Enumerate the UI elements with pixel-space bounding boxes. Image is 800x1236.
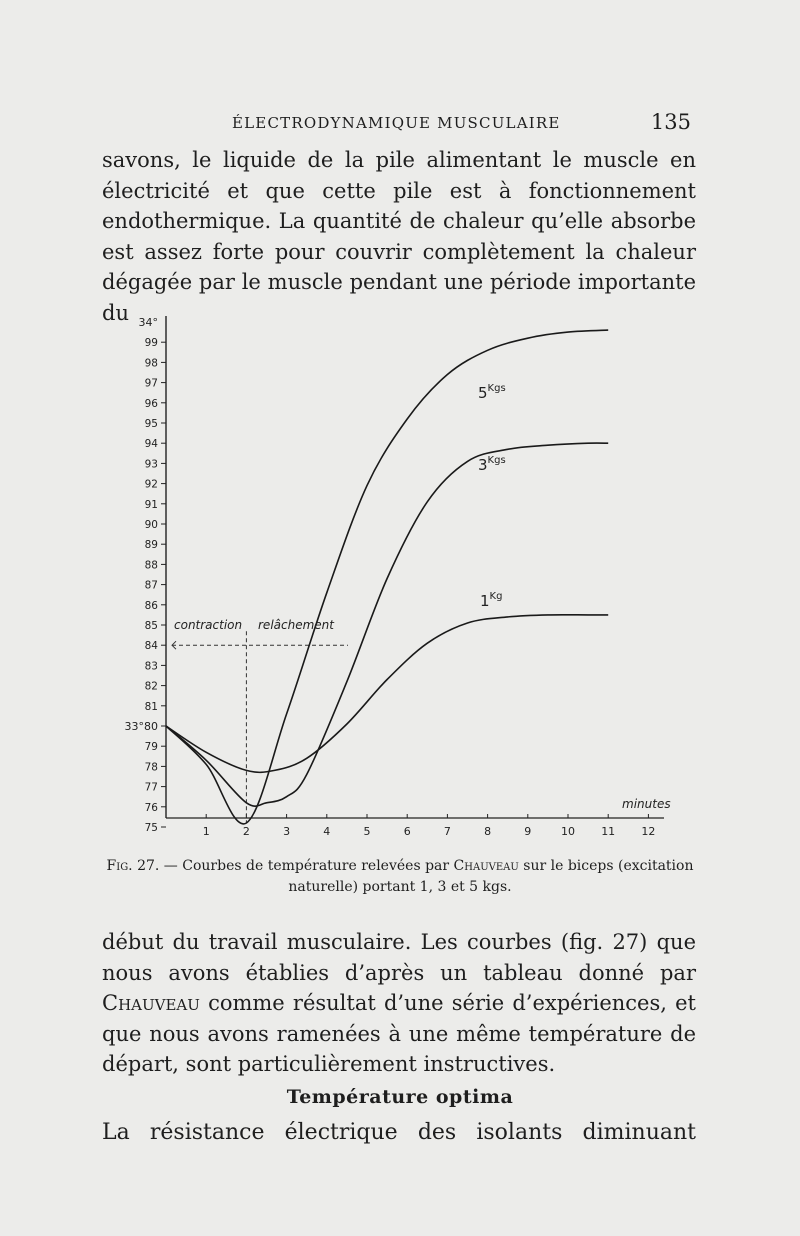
running-title: ÉLECTRODYNAMIQUE MUSCULAIRE [232, 114, 561, 132]
y-tick-label: 97 [144, 377, 158, 390]
y-tick-label: 89 [144, 539, 158, 552]
annotation-relachement: relâchement [258, 618, 334, 632]
y-tick-label: 91 [144, 498, 158, 511]
y-tick-label: 75 [144, 822, 158, 834]
x-tick-label: 1 [202, 825, 210, 838]
temperature-chart [100, 298, 680, 838]
x-tick-label: 2 [242, 825, 250, 838]
x-tick-label: 9 [524, 825, 532, 838]
running-head [100, 110, 695, 140]
y-tick-label: 81 [144, 700, 158, 713]
paragraph-bottom-part2: comme résultat d’une série d’expériences, et que nous avons ramenées à une même température de départ, sont particulièrement instructives. [102, 991, 696, 1076]
y-tick-label: 90 [144, 519, 158, 531]
last-line: La résistance électrique des isolants diminuant [102, 1120, 696, 1145]
y-tick-label: 88 [144, 559, 158, 572]
series-label-3kg: $3^{Kgs}$ [478, 455, 506, 474]
paragraph-top: savons, le liquide de la pile alimentant le muscle en électricité et que cette pile est à fonctionnement endothermique. La quantité de chaleur qu’elle absorbe est assez forte pour couvrir complètement la chaleur dégagée par le muscle pendant une période importante du [102, 148, 696, 325]
x-tick-label: 8 [484, 825, 492, 838]
x-tick-label: 4 [323, 825, 331, 838]
caption-text-before: — Courbes de température relevées par [159, 858, 454, 874]
guide-lines [172, 631, 348, 823]
figure-caption [100, 856, 700, 898]
y-tick-label: 76 [144, 801, 158, 814]
y-tick-label: 79 [144, 741, 158, 754]
paragraph-bottom-author: Chauveau [102, 991, 200, 1015]
y-ticks [125, 316, 167, 834]
y-tick-label: 93 [144, 458, 158, 471]
y-tick-label: 92 [144, 478, 158, 491]
y-tick-label: 94 [144, 438, 158, 451]
x-tick-label: 5 [363, 825, 371, 838]
series-label-5kg: $5^{Kgs}$ [478, 383, 506, 402]
series-label-1kg: $1^{Kg}$ [480, 591, 503, 610]
y-tick-label: 98 [144, 357, 158, 370]
paragraph-bottom-part1: début du travail musculaire. Les courbes (fig. 27) que nous avons établies d’après un tableau donné par [102, 930, 696, 985]
page-number: 135 [650, 110, 691, 134]
x-tick-label: 10 [561, 825, 575, 838]
caption-author: Chauveau [453, 858, 519, 874]
section-title: Température optima [286, 1086, 514, 1108]
y-tick-label: 84 [144, 640, 158, 653]
y-tick-label: 95 [144, 418, 158, 430]
caption-fig-label: Fig. 27. [106, 858, 160, 874]
y-tick-label: 77 [144, 781, 158, 794]
y-tick-label: 33°80 [124, 720, 158, 733]
y-tick-label: 83 [144, 660, 158, 673]
caption-text-after: sur le biceps (excitation naturelle) portant 1, 3 et 5 kgs. [288, 858, 694, 895]
series-lines [166, 330, 608, 824]
y-tick-label: 78 [144, 761, 158, 774]
y-tick-label: 86 [144, 599, 158, 612]
y-tick-label: 85 [144, 620, 158, 632]
x-tick-label: 12 [641, 825, 656, 838]
y-tick-label: 96 [144, 397, 158, 410]
y-tick-label: 87 [144, 579, 158, 592]
y-tick-label: 82 [144, 680, 158, 693]
series-line-1kg [166, 615, 608, 773]
x-tick-label: 6 [403, 825, 411, 838]
annotation-minutes: minutes [622, 797, 671, 811]
x-tick-label: 3 [283, 825, 291, 838]
series-labels [478, 383, 506, 610]
y-tick-label: 34° [138, 316, 158, 329]
annotation-contraction: contraction [174, 618, 243, 632]
y-tick-label: 99 [144, 337, 158, 350]
x-tick-label: 11 [601, 825, 616, 838]
paragraph-bottom [102, 927, 696, 1080]
x-tick-label: 7 [443, 825, 451, 838]
chart-axes [166, 316, 664, 818]
